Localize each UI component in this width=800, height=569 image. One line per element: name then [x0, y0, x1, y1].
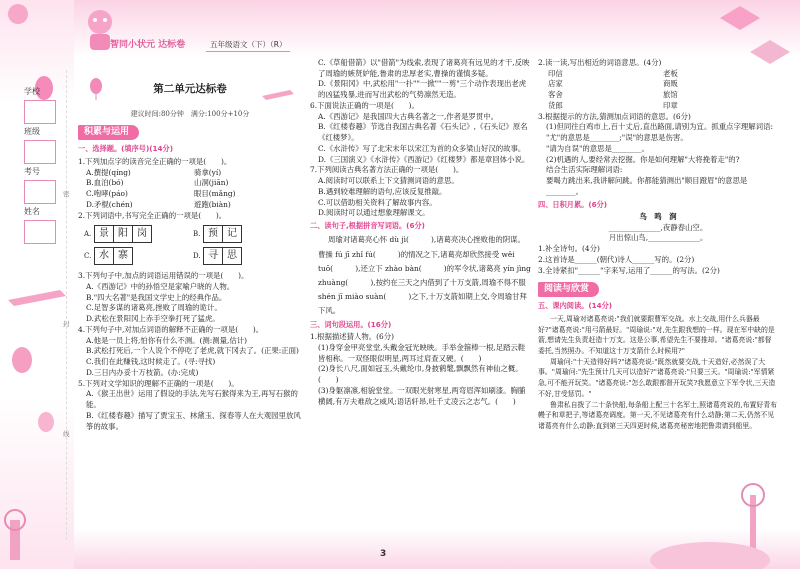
poem-line: 月出惊山鸟,______________。 [608, 233, 708, 243]
question-5-options [78, 389, 302, 432]
question-7-options [310, 176, 532, 219]
option: C.《草船借箭》以"借箭"为线索,表现了诸葛亮有远见的才干,反映了周瑜的嫉贤妒能,鲁肃的忠厚老实,曹操的谨慎多疑。 [318, 58, 530, 78]
sub-item: "尤"的意思是________;"误"的意思是伤害。 [546, 133, 688, 143]
question-3-options [78, 282, 302, 325]
question-9: 2.读一读,写出相近的词语意思。(4分) [538, 58, 662, 67]
part-5-heading: 五、课内阅读。(14分) [538, 301, 613, 311]
sub-item: (2)机遇的人,要经常去挖掘。你是如何理解"大将挽着走"的? [546, 154, 740, 164]
char-cell: 预 [203, 225, 223, 243]
option: A.《猴王出世》运用了假设的手法,先写石猴得来为王,再写石猴的能。 [86, 389, 298, 410]
question-4-options [78, 336, 302, 379]
word-pairs [538, 69, 778, 112]
binding-line [66, 70, 67, 540]
option: B.《红楼春趣》节选自我国古典名著《石头记》,《石头记》原名《红楼梦》。 [318, 122, 528, 143]
word: 商贩 [663, 79, 678, 89]
poem-question: 2.这首诗是______(朝代)诗人______写的。(2分) [538, 254, 695, 264]
bind-mi: 密 [63, 190, 70, 198]
plane-icon [8, 290, 66, 306]
section-accumulation: 积累与运用 [78, 125, 139, 140]
poem-question: 3.全诗紧扣"______"字来写,运用了______的写法。(2分) [538, 265, 720, 275]
option-d [193, 247, 302, 265]
label-exam-no: 考号 [24, 167, 40, 176]
option: D.《三国演义》《水浒传》《西游记》《红楼梦》都是章回体小说。 [318, 154, 530, 164]
option: D.三日内办妥十万枝箭。(办:完成) [86, 367, 199, 377]
sun-icon [8, 4, 28, 24]
sub-item: 结合生活实际理解词语: [546, 165, 623, 175]
part-3-heading: 三、词句段运用。(16分) [310, 319, 392, 329]
part-2-heading: 二、读句子,根据拼音写词语。(6分) [310, 221, 425, 231]
kite-icon [720, 6, 760, 30]
column-2 [310, 58, 532, 558]
question-1: 1.下列加点字的读音完全正确的一项是( )。 [78, 156, 232, 166]
option: B.《红楼春趣》描写了贾宝玉、林黛玉、探春等人在大观园里放风筝的故事。 [86, 410, 301, 431]
part-4-heading: 四、日积月累。(6分) [538, 199, 608, 209]
page-number: 3 [380, 549, 387, 559]
option: A.阅读时可以联系上下文猜测词语的意思。 [318, 176, 459, 186]
option: C.足智多谋的诸葛亮,挫败了周瑜的诡计。 [86, 303, 222, 313]
part-1-heading: 一、选择题。(填序号)(14分) [78, 144, 174, 154]
option: 眼目(mǎng) [194, 189, 236, 199]
balloon-icon-3 [38, 412, 54, 432]
option: A.《西游记》中的孙悟空是家喻户晓的人物。 [86, 281, 235, 291]
option: B.武松打死后,一个人说个不停吃了老虎,就下冈去了。(正果:正面) [86, 346, 299, 356]
option: B."四大名著"是我国文学史上的经典作品。 [86, 292, 227, 302]
option: C.可以借助相关资料了解故事内容。 [318, 197, 437, 207]
option-letter: C. [84, 252, 92, 261]
reading-paragraph: 鲁肃私自拨了二十条快船,每条船上配三十名军士,照诸葛亮说的,布置好青布幔子和草把子,等诸葛亮调度。第一天,不见诸葛亮有什么动静;第二天,仍然不见诸葛亮有什么动静;直到第三天四更时候,诸葛亮秘密地把鲁肃请到船里。 [538, 400, 778, 430]
sub-item: (1)但同往白鸡市上,百十丈后,直出路面,请别为宜。抓重点字理解词语: [546, 122, 773, 132]
exam-meta: 建议时间:80分钟 满分:100分+10分 [130, 110, 250, 119]
word: 印章 [663, 100, 678, 110]
sub-item: 要喝力跳出来,我讲解问跳。你都能猜测出"顺目蹬眉"的意思是________。 [546, 176, 748, 196]
school-field[interactable] [24, 100, 56, 124]
option: B.血泊(bó) [86, 178, 124, 188]
option: A.《西游记》是我国四大古典名著之一,作者是罗贯中。 [318, 111, 499, 121]
label-class: 班级 [24, 127, 40, 136]
bind-xian: 线 [63, 430, 70, 438]
word: 客舍 [548, 90, 563, 100]
option-letter: A. [84, 230, 92, 239]
char-cell: 寨 [113, 247, 133, 265]
option: B.遇到较难理解的语句,应该反复推敲。 [318, 186, 447, 196]
word: 印信 [548, 68, 563, 78]
poem-line: ______________,夜静春山空。 [608, 222, 708, 232]
option-letter: B. [193, 230, 201, 239]
bind-feng: 封 [63, 320, 70, 328]
name-field[interactable] [24, 220, 56, 244]
char-cell: 阳 [113, 225, 133, 243]
reading-paragraph: 周瑜问:"十天造得好吗?"诸葛亮说:"既然就要交战,十天造好,必然误了大事。"周瑜问:"先生预计几天可以造好?"诸葛亮说:"只要三天。"周瑜说:"军情紧急,可不能开玩笑。"诸葛亮说:"怎么敢跟都督开玩笑?我愿意立下军令状,三天造不好,甘受惩罚。" [538, 357, 776, 398]
option: 遊跑(biàn) [194, 199, 231, 209]
option: D.武松在景阳冈上赤手空拳打死了猛虎。 [86, 314, 220, 324]
question-2-options [84, 225, 302, 269]
column-1 [78, 58, 302, 558]
option: C.《水浒传》写了北宋末年以宋江为首的众多梁山好汉的故事。 [318, 143, 526, 153]
char-cell: 思 [222, 247, 242, 265]
option: D.《景阳冈》中,武松用"一扑""一掀""一剪"三个动作表现出老虎的凶猛残暴,进而写出武松的气势凛然无造。 [318, 79, 527, 100]
option: A.撰提(qíng) [86, 167, 131, 177]
question-6-options [310, 112, 532, 166]
brand-logo: 智同小状元 达标卷 [110, 40, 186, 50]
page-title: 第二单元达标卷 [153, 83, 227, 95]
option-a [84, 225, 193, 243]
question-5: 5.下列对文学知识的理解不正确的一项是( )。 [78, 378, 239, 388]
exam-no-field[interactable] [24, 180, 56, 204]
question-10: 3.根据提示的方法,猜测加点词语的意思。(6分) [538, 111, 691, 121]
pinyin-passage: 周瑜对诸葛亮心怀 dù jì( ),诸葛亮决心挫败他的阴谋。曹操 fú jī zhǐ fú( )的情况之下,诸葛亮却欣然接受 wěi tuō( ),还立下 zhào bàn( )的军令状,诸葛亮 yín jìng zhuàng( ),按约在三天之内借到了十万支箭,周瑜不得不服 shén jī miào suàn( )之下,十万支箭如期上交,令周瑜甘拜下风。 [318, 235, 531, 315]
question-2: 2.下列词语中,书写完全正确的一项是( )。 [78, 210, 227, 220]
char-cell: 寻 [203, 247, 223, 265]
question-6: 6.下面说法正确的一项是( )。 [310, 100, 419, 110]
option-c [84, 247, 193, 265]
option: D.矛棍(chén) [86, 199, 133, 209]
question-4: 4.下列句子中,对加点词语的解释不正确的一项是( )。 [78, 324, 264, 334]
section-reading: 阅读与欣赏 [538, 282, 599, 297]
word: 旅馆 [663, 90, 678, 100]
describe-item: (1)身穿金甲亮堂堂,头戴金冠光映映。手举金箍棒一根,足踏云鞋皆相称。一双怪眼似明星,两耳过肩查又硬。( ) [318, 343, 526, 363]
poem-question: 1.补全诗句。(4分) [538, 244, 600, 254]
char-cell: 水 [94, 247, 114, 265]
question-8-items [310, 343, 532, 407]
grade-tag: 五年级语文（下）（R） [206, 40, 290, 52]
char-cell: 岗 [132, 225, 152, 243]
question-3: 3.下列句子中,加点的词语运用错误的一项是( )。 [78, 271, 249, 281]
word: 老板 [663, 68, 678, 78]
question-5-options-cont [310, 58, 532, 101]
option: C.咆哮(páo) [86, 189, 128, 199]
word: 店家 [548, 79, 563, 89]
sub-item: "请为自误"的意思是________。 [546, 143, 649, 153]
balloon-icon-2 [12, 347, 32, 373]
describe-item: (3)身躯凛凛,相貌堂堂。一双眼光射寒星,两弯眉浑如刷漆。胸脯横阔,有万夫难敌之威风;语话轩昂,吐千丈凌云之志气。( ) [318, 385, 526, 406]
question-8: 1.根据描述猜人物。(6分) [310, 332, 395, 342]
column-3 [538, 58, 778, 558]
reading-paragraph: 一天,周瑜对诸葛亮说:"我们就要跟曹军交战。水上交战,用什么兵器最好?"诸葛亮说:"用弓箭最好。"周瑜说:"对,先生跟我想的一样。现在军中缺的是箭,想请先生负责赶造十万支。这是公事,希望先生不要推却。"诸葛亮说:"都督委托,当然照办。不知道这十万支箭什么时候用?" [538, 314, 775, 355]
describe-item: (2)身长八尺,面如冠玉,头戴纶巾,身披鹤氅,飘飘然有神仙之概。( ) [318, 364, 523, 385]
poem-title: 鸟 鸣 涧 [639, 211, 677, 221]
option: D.阅读时可以通过想象理解课文。 [318, 208, 430, 218]
option-letter: D. [193, 252, 201, 261]
windmill-icon [10, 520, 20, 560]
option: C.我们在此赚钱,这时候走了。(寻:寻找) [86, 357, 216, 367]
question-7: 7.下列阅读古典名著方法正确的一项是( )。 [310, 165, 464, 175]
class-field[interactable] [24, 140, 56, 164]
char-cell: 景 [94, 225, 114, 243]
option: A.他是一员上将,怕你有什么不测。(测:测量,估计) [86, 335, 248, 345]
option-b [193, 225, 302, 243]
label-school: 学校 [24, 87, 40, 96]
option: 山洞(jiān) [194, 178, 229, 188]
question-10-items [538, 122, 778, 197]
question-1-options [78, 168, 302, 211]
label-name: 姓名 [24, 207, 40, 216]
char-cell: 记 [222, 225, 242, 243]
option: 骑拿(yí) [194, 167, 222, 177]
word: 货郎 [548, 100, 563, 110]
